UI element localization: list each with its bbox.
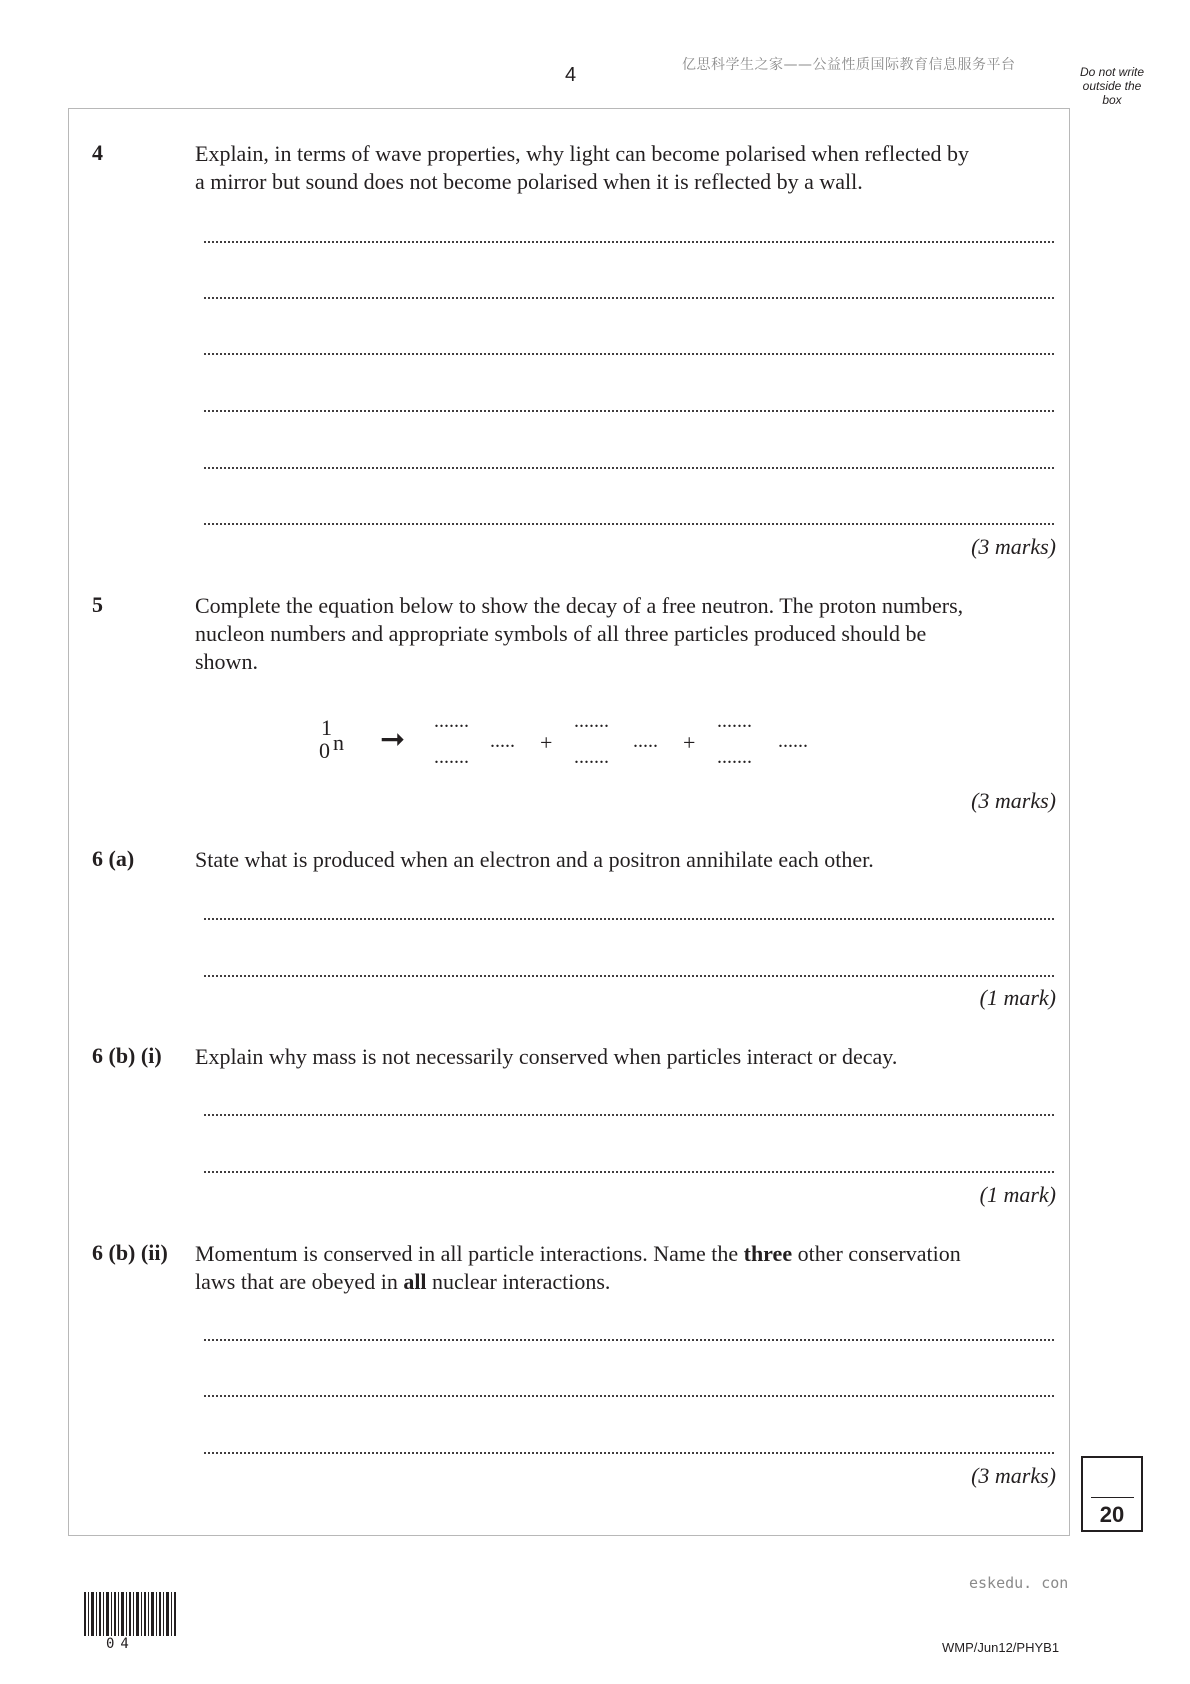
q4-answer-line-1[interactable] [203, 238, 1056, 246]
q6bii-emphasis-all: all [403, 1269, 427, 1294]
q6bii-text-line-2 [195, 1268, 1055, 1296]
q6a-marks: (1 mark) [979, 985, 1056, 1010]
footer-watermark: eskedu. con [969, 1574, 1069, 1592]
q6a-answer-line-1[interactable] [203, 915, 1056, 923]
q4-answer-line-2[interactable] [203, 294, 1056, 302]
q4-marks: (3 marks) [971, 534, 1056, 559]
q6a-text: State what is produced when an electron and a positron annihilate each other. [195, 847, 874, 872]
q6bi-text: Explain why mass is not necessarily conserved when particles interact or decay. [195, 1044, 898, 1069]
q6bii-answer-line-3[interactable] [203, 1449, 1056, 1457]
q6bii-line-1-start: Momentum is conserved in all particle interactions. Name the [195, 1241, 744, 1266]
particle-2-symbol-blank[interactable]: ..... [633, 730, 658, 752]
q5-text-line-2: nucleon numbers and appropriate symbols of all three particles produced should be [195, 621, 927, 646]
q6bi-marks: (1 mark) [979, 1182, 1056, 1207]
answer-frame [68, 108, 1070, 1536]
paper-code: WMP/Jun12/PHYB1 [942, 1640, 1060, 1655]
margin-note-line-2: outside the [1082, 79, 1142, 93]
q4-answer-line-3[interactable] [203, 350, 1056, 358]
particle-3-proton-blank[interactable]: ....... [717, 746, 752, 768]
q6bi-answer-line-1[interactable] [203, 1111, 1056, 1119]
neutron-proton-number: 0 [319, 738, 330, 763]
particle-3-nucleon-blank[interactable]: ....... [717, 710, 752, 732]
header-watermark: 亿思科学生之家——公益性质国际教育信息服务平台 [682, 57, 1016, 73]
plus-sign-1: + [540, 730, 553, 755]
q5-text [195, 592, 1055, 676]
q6bi-number: 6 (b) (i) [92, 1043, 162, 1068]
particle-1-symbol-blank[interactable]: ..... [490, 730, 515, 752]
q6bii-emphasis-three: three [743, 1241, 793, 1266]
q6bii-line-2-end: nuclear interactions. [426, 1269, 611, 1294]
page-total-value: 20 [1099, 1502, 1125, 1527]
q6bii-number: 6 (b) (ii) [92, 1240, 168, 1265]
barcode-icon [84, 1592, 178, 1636]
margin-note-line-3: box [1102, 93, 1122, 107]
particle-2-nucleon-blank[interactable]: ....... [574, 710, 609, 732]
q6bii-answer-line-1[interactable] [203, 1336, 1056, 1344]
page-total-divider [1091, 1497, 1134, 1498]
q4-answer-line-5[interactable] [203, 464, 1056, 472]
q4-text-line-2: a mirror but sound does not become polarised when it is reflected by a wall. [195, 169, 863, 194]
barcode-number: 04 [106, 1636, 135, 1652]
reaction-arrow: ➞ [380, 722, 406, 757]
q6bi-answer-line-2[interactable] [203, 1168, 1056, 1176]
q6bii-marks: (3 marks) [971, 1463, 1056, 1488]
q6a-answer-line-2[interactable] [203, 972, 1056, 980]
q6bii-line-2-start: laws that are obeyed in [195, 1269, 404, 1294]
q5-number: 5 [92, 592, 103, 617]
q4-text [195, 140, 1055, 196]
particle-2-proton-blank[interactable]: ....... [574, 746, 609, 768]
q6bii-answer-line-2[interactable] [203, 1392, 1056, 1400]
plus-sign-2: + [683, 730, 696, 755]
margin-note-line-1: Do not write [1079, 65, 1145, 79]
neutron-nucleon-number: 1 [321, 715, 332, 740]
q6bii-text [195, 1240, 1055, 1296]
q5-marks: (3 marks) [971, 788, 1056, 813]
neutron-symbol: n [333, 730, 344, 755]
margin-note [1072, 65, 1152, 107]
q4-number: 4 [92, 140, 103, 165]
q5-text-line-3: shown. [195, 649, 258, 674]
q6a-number: 6 (a) [92, 846, 135, 871]
q6bii-line-1-end: other conservation [792, 1241, 961, 1266]
q5-text-line-1: Complete the equation below to show the decay of a free neutron. The proton numbers, [195, 593, 964, 618]
q4-answer-line-6[interactable] [203, 520, 1056, 528]
q6bii-text-line-1 [195, 1240, 1055, 1268]
particle-1-nucleon-blank[interactable]: ....... [434, 710, 469, 732]
particle-1-proton-blank[interactable]: ....... [434, 746, 469, 768]
q4-text-line-1: Explain, in terms of wave properties, why light can become polarised when reflected by [195, 141, 970, 166]
particle-3-symbol-blank[interactable]: ...... [778, 730, 808, 752]
page-number: 4 [565, 64, 577, 86]
q4-answer-line-4[interactable] [203, 407, 1056, 415]
